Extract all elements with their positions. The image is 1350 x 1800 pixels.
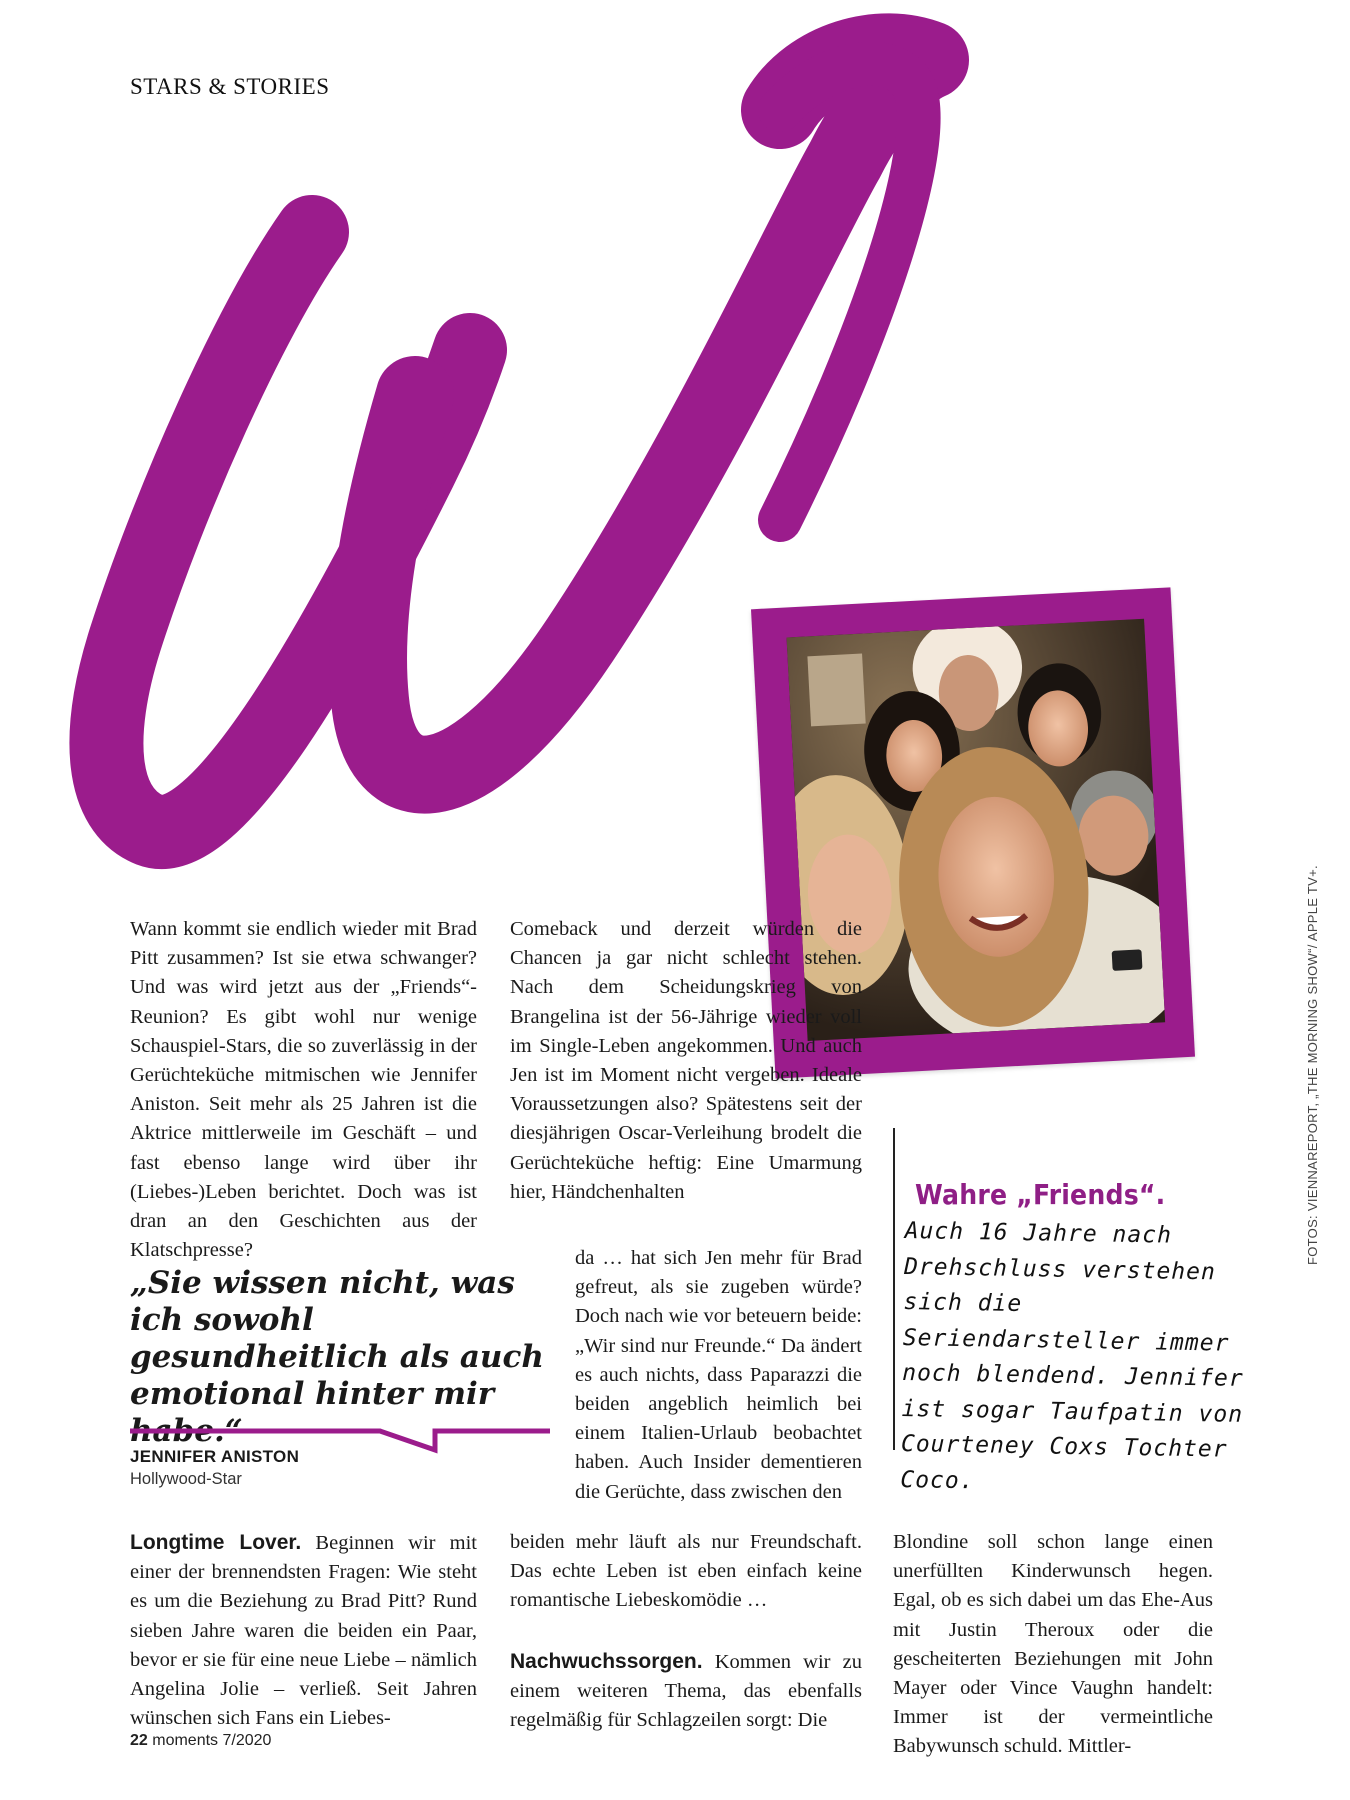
section2-text: Kommen wir zu einem weiteren Thema, das ebenfalls regelmäßig für Schlagzeilen sorgt: Die: [510, 1651, 862, 1732]
section-longtime-lover: [130, 1528, 477, 1733]
intro-text-2-indent: da … hat sich Jen mehr für Brad gefreut, als sie zugeben würde? Doch nach wie vor beteuern beide: „Wir sind nur Freunde.“ Da ändert es auch nichts, dass Paparazzi die beiden angeblich heimlich bei einem Italien-Urlaub beobachtet haben. Auch Insider dementieren die Gerüchte, dass zwischen den: [575, 1247, 862, 1503]
caption-title: Wahre „Friends“.: [915, 1178, 1166, 1211]
magazine-issue: moments 7/2020: [152, 1732, 272, 1749]
quote-author: JENNIFER ANISTON: [130, 1447, 300, 1466]
pull-quote: „Sie wissen nicht, was ich sowohl gesundheitlich als auch emotional hinter mir habe.“: [130, 1265, 544, 1449]
quote-author-role: Hollywood-Star: [130, 1470, 242, 1488]
section-nachwuchssorgen: [510, 1647, 862, 1736]
section-label: STARS & STORIES: [130, 74, 330, 99]
subhead-nachwuchssorgen: Nachwuchssorgen.: [510, 1650, 703, 1673]
col2-bottom-text: beiden mehr läuft als nur Freundschaft. Das echte Leben ist eben einfach keine romantische Liebeskomödie …: [510, 1531, 862, 1612]
section1-text: Beginnen wir mit einer der brennendsten Fragen: Wie steht es um die Beziehung zu Brad Pitt? Rund sieben Jahre waren die beiden ein Paar, bevor er sie für eine neue Liebe – nämlich Angelina Jolie – verließ. Seit Jahren wünschen sich Fans ein Liebes-: [130, 1532, 478, 1730]
intro-text-1: Wann kommt sie endlich wieder mit Brad Pitt zusammen? Ist sie etwa schwanger? Und was wird jetzt aus der „Friends“-Reunion? Es gibt wohl nur wenige Schauspiel-Stars, die so zuverlässig in der Gerüchteküche mitmischen wie Jennifer Aniston. Seit mehr als 25 Jahren ist die Aktrice mittlerweile im Geschäft – und fast ebenso lange wird über ihr (Liebes-)Leben berichtet. Doch was ist dran an den Geschichten aus der Klatschpresse?: [130, 918, 477, 1262]
body-column-1: [130, 1528, 477, 1733]
caption-text: Auch 16 Jahre nach Drehschluss verstehen sich die Seriendarsteller immer noch blendend. Jennifer ist sogar Taufpatin von Courteney Coxs Tochter Coco.: [900, 1217, 1244, 1494]
body-column-2: [510, 1528, 862, 1616]
body-column-3: [893, 1528, 1213, 1762]
intro-text-2: Comeback und derzeit würden die Chancen ja gar nicht schlecht stehen. Nach dem Scheidungskrieg von Brangelina ist der 56-Jährige wieder voll im Single-Leben angekommen. Und auch Jen ist im Moment nicht vergeben. Ideale Voraussetzungen also? Spätestens seit der diesjährigen Oscar-Verleihung brodelt die Gerüchteküche heftig: Eine Umarmung hier, Händchenhalten: [510, 918, 862, 1203]
intro-column-1: [130, 915, 477, 1265]
intro-column-2-indent: [575, 1244, 862, 1507]
intro-column-2: [510, 915, 862, 1207]
page-number: 22: [130, 1732, 148, 1749]
subhead-longtime-lover: Longtime Lover.: [130, 1531, 302, 1554]
photo-credits: FOTOS: VIENNAREPORT, „THE MORNING SHOW“/ APPLE TV+.: [1305, 865, 1320, 1265]
caption-rule: [893, 1128, 895, 1450]
body-column-2-section: [510, 1647, 862, 1736]
col3-bottom-text: Blondine soll schon lange einen unerfüllten Kinderwunsch hegen. Egal, ob es sich dabei um das Ehe-Aus mit Justin Theroux oder die gescheiterten Beziehungen mit John Mayer oder Vince Vaughn handelt: Immer ist der vermeintliche Babywunsch schuld. Mittler-: [893, 1531, 1213, 1758]
page-footer: [130, 1732, 271, 1750]
